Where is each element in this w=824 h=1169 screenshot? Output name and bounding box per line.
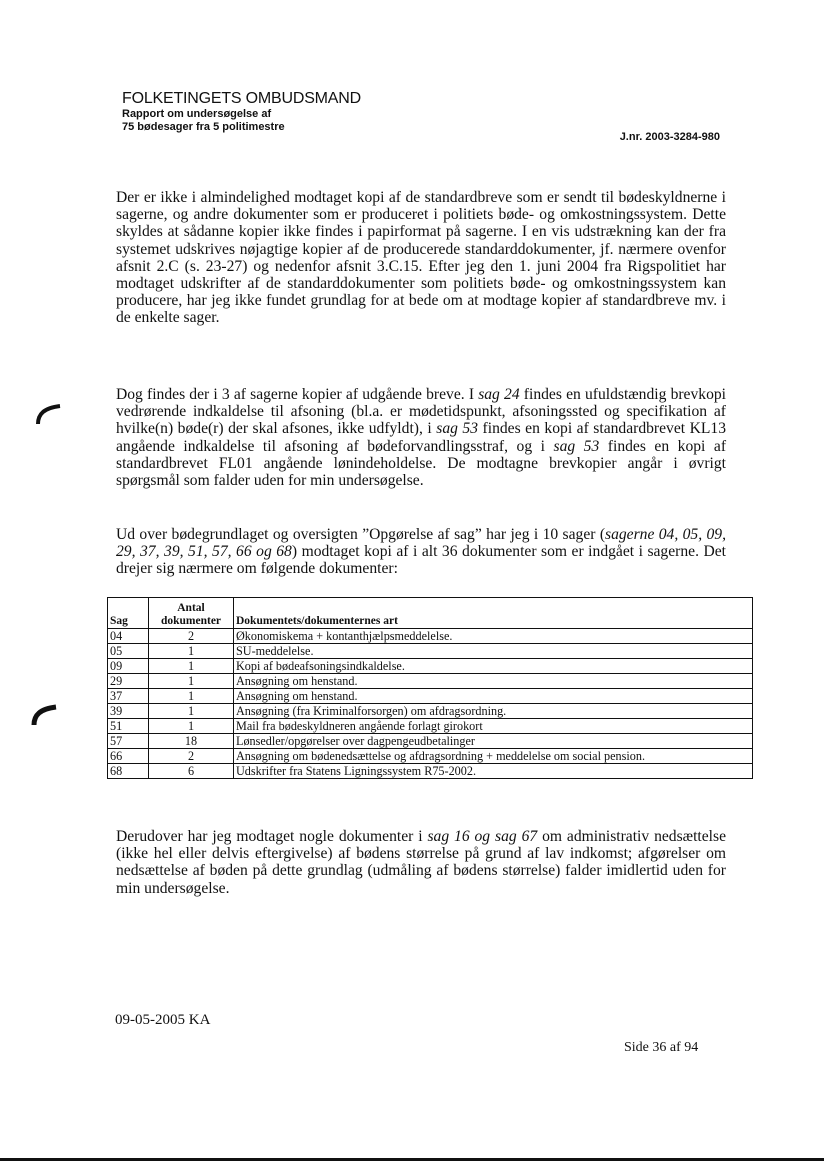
p2-text-g: findes en kopi af standardbrevet FL01 angående lønindeholdelse. De modtagne brevkopier angår i øvrigt spørgsmål som falder uden for min undersøgelse. <box>116 437 727 490</box>
cell-art: Kopi af bødeafsoningsindkaldelse. <box>234 659 753 674</box>
cell-art: Lønsedler/opgørelser over dagpengeudbetalinger <box>234 734 753 749</box>
cell-antal: 2 <box>149 629 234 644</box>
cell-antal: 1 <box>149 644 234 659</box>
cell-art: Mail fra bødeskyldneren angående forlagt girokort <box>234 719 753 734</box>
table-row <box>108 644 753 659</box>
cell-art: Ansøgning om bødenedsættelse og afdragsordning + meddelelse om social pension. <box>234 749 753 764</box>
cell-sag: 51 <box>108 719 149 734</box>
cell-sag: 37 <box>108 689 149 704</box>
cell-sag: 68 <box>108 764 149 779</box>
cell-art: Ansøgning (fra Kriminalforsorgen) om afdragsordning. <box>234 704 753 719</box>
p4-text-a: Derudover har jeg modtaget nogle dokumenter i <box>116 828 428 845</box>
p2-case-ref-53a: sag 53 <box>436 420 479 438</box>
cell-sag: 09 <box>108 659 149 674</box>
margin-bracket-mark-icon <box>30 703 60 727</box>
cell-sag: 04 <box>108 629 149 644</box>
table-row <box>108 689 753 704</box>
p3-text-c: ) modtaget kopi af i alt 36 dokumenter som er indgået i sagerne. Det drejer sig nærmere om følgende dokumenter: <box>116 543 726 578</box>
cell-antal: 1 <box>149 659 234 674</box>
table-header-row <box>108 598 753 629</box>
cell-art: SU-meddelelse. <box>234 644 753 659</box>
p3-case-list: sagerne 04, 05, 09, 29, 37, 39, 51, 57, 66 og 68 <box>116 526 726 561</box>
report-subtitle-line-1: Rapport om undersøgelse af <box>122 108 272 120</box>
table-row <box>108 764 753 779</box>
p4-text-c: om administrativ nedsættelse (ikke hel eller delvis eftergivelse) af bødens størrelse på grund af lav indkomst; afgørelser om nedsættelse af bøden på dette grundlag (udmåling af bødens størrelse) falder imidlertid uden for min undersøgelse. <box>116 828 726 897</box>
table-row <box>108 749 753 764</box>
header-art: Dokumentets/dokumenternes art <box>234 598 753 629</box>
table-row <box>108 719 753 734</box>
table-row <box>108 659 753 674</box>
paragraph-standard-letters: Der er ikke i almindelighed modtaget kopi af de standardbreve som er sendt til bødeskyldnerne i sagerne, og andre dokumenter som er produceret i politiets bøde- og omkostningssystem. Dette skyldes at sådanne kopier ikke findes i papirformat på sagerne. I en vis udstrækning kan der fra systemet udskrives nøjagtige kopier af de producerede standarddokumenter, jf. nærmere ovenfor afsnit 2.C (s. 23-27) og nedenfor afsnit 3.C.15. Efter jeg den 1. juni 2004 fra Rigspolitiet har modtaget udskrifter af de standarddokumenter som politiets bøde- og omkostningssystem kan producere, har jeg ikke fundet grundlag for at bede om at modtage kopier af standardbreve mv. i de enkelte sager. <box>116 189 726 327</box>
cell-sag: 39 <box>108 704 149 719</box>
p2-text-a: Dog findes der i 3 af sagerne kopier af udgående breve. I <box>116 386 479 403</box>
table-row <box>108 674 753 689</box>
p2-text-c: findes en ufuldstændig brevkopi vedrørende indkaldelse til afsoning (bl.a. er mødetidspunkt, afsoningssted og specifikation af hvilke(n) bøde(r) der skal afsones, ikke udfyldt), i <box>116 386 726 438</box>
cell-art: Ansøgning om henstand. <box>234 674 753 689</box>
cell-sag: 66 <box>108 749 149 764</box>
table-row <box>108 704 753 719</box>
page-bottom-edge <box>0 1158 824 1161</box>
paragraph-received-documents <box>116 526 726 578</box>
page-number: Side 36 af 94 <box>624 1040 699 1055</box>
report-subtitle-line-2: 75 bødesager fra 5 politimestre <box>122 121 285 133</box>
cell-antal: 1 <box>149 704 234 719</box>
document-header <box>122 90 742 143</box>
paragraph-outgoing-letters <box>116 386 726 489</box>
journal-number: J.nr. 2003-3284-980 <box>619 131 720 143</box>
cell-antal: 6 <box>149 764 234 779</box>
table-row <box>108 629 753 644</box>
p2-text-e: findes en kopi af standardbrevet KL13 angående indkaldelse til afsoning af bødeforvandlingsstraf, og i <box>116 420 726 455</box>
cell-antal: 1 <box>149 689 234 704</box>
organization-name: FOLKETINGETS OMBUDSMAND <box>122 90 361 107</box>
p3-text-a: Ud over bødegrundlaget og oversigten ”Opgørelse af sag” har jeg i 10 sager ( <box>116 526 606 543</box>
p4-case-refs: sag 16 og sag 67 <box>427 828 538 845</box>
header-antal: Antal dokumenter <box>149 598 234 629</box>
p2-case-ref-24: sag 24 <box>478 386 520 403</box>
cell-art: Ansøgning om henstand. <box>234 689 753 704</box>
paragraph-administrative-reduction <box>116 828 726 897</box>
p2-case-ref-53b: sag 53 <box>553 437 600 455</box>
margin-bracket-mark-icon <box>34 402 64 426</box>
documents-table <box>107 597 753 779</box>
cell-art: Økonomiskema + kontanthjælpsmeddelelse. <box>234 629 753 644</box>
cell-antal: 18 <box>149 734 234 749</box>
table-row <box>108 734 753 749</box>
cell-sag: 57 <box>108 734 149 749</box>
cell-sag: 29 <box>108 674 149 689</box>
header-sag: Sag <box>108 598 149 629</box>
cell-art: Udskrifter fra Statens Ligningssystem R75-2002. <box>234 764 753 779</box>
cell-antal: 1 <box>149 719 234 734</box>
cell-antal: 1 <box>149 674 234 689</box>
cell-antal: 2 <box>149 749 234 764</box>
cell-sag: 05 <box>108 644 149 659</box>
footer-date: 09-05-2005 KA <box>115 1012 211 1028</box>
